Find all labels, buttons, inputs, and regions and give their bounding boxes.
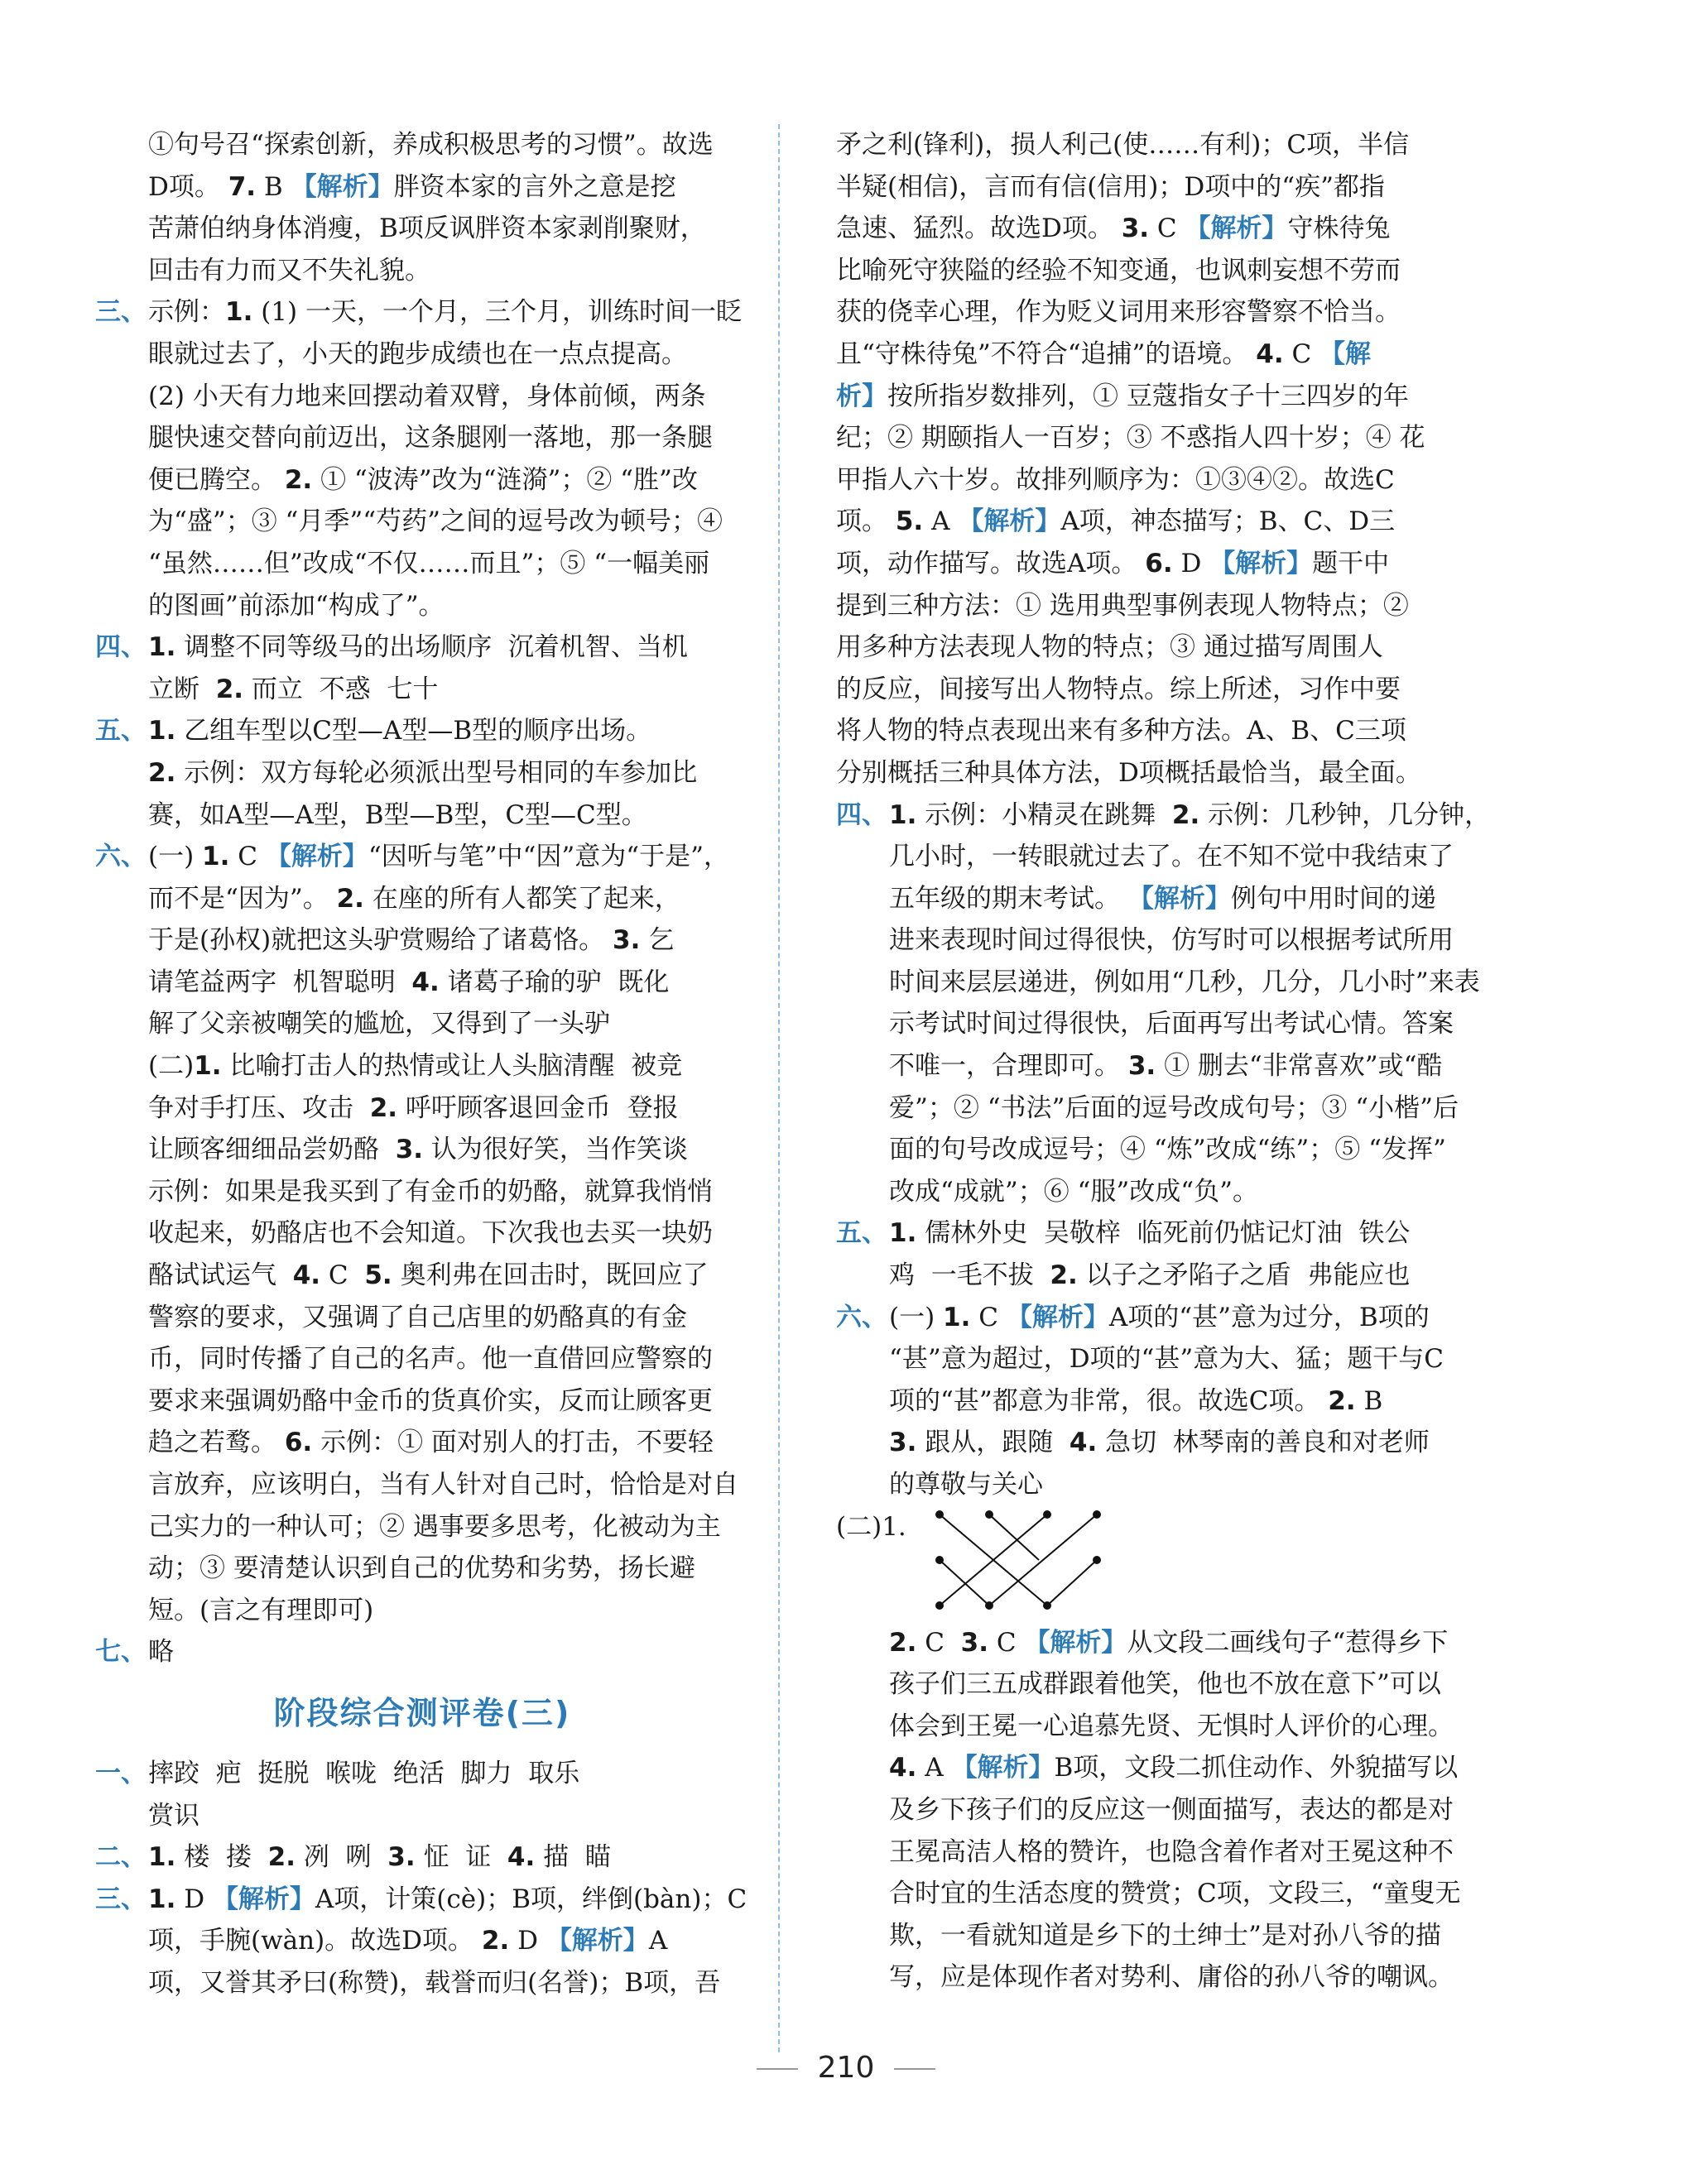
text-line bbox=[836, 1663, 1455, 1706]
diagram-dot bbox=[985, 1601, 993, 1610]
line-text: 为“盛”；③ “月季”“芍药”之间的逗号改为顿号；④ bbox=[148, 506, 723, 537]
text-line bbox=[95, 1548, 749, 1590]
text-line bbox=[95, 417, 749, 459]
text-line bbox=[836, 836, 1455, 878]
text-line bbox=[836, 1045, 1455, 1087]
line-text: “虽然……但”改成“不仅……而且”；⑤ “一幅美丽 bbox=[148, 548, 710, 578]
question-number: 3. bbox=[889, 1428, 917, 1458]
analysis-tag: 【解析】 bbox=[1127, 883, 1231, 914]
text-line bbox=[836, 1003, 1455, 1045]
text-line bbox=[95, 1962, 749, 2004]
line-text: 面的句号改成逗号；④ “炼”改成“练”；⑤ “发挥” bbox=[889, 1135, 1446, 1165]
text-line bbox=[836, 962, 1480, 1004]
text-line bbox=[836, 1622, 1455, 1664]
line-text: 动；③ 要清楚认识到自己的优势和劣势，扬长避 bbox=[148, 1553, 695, 1584]
text-line bbox=[836, 501, 1455, 543]
line-text: 几小时，一转眼就过去了。在不知不觉中我结束了 bbox=[889, 842, 1454, 872]
section-number: 四、 bbox=[95, 632, 147, 663]
analysis-tag: 【解析】 bbox=[1024, 1627, 1127, 1658]
line-text: 1. 楼 搂 2. 冽 咧 3. 怔 证 4. 描 瞄 bbox=[148, 1842, 611, 1873]
line-text: 项的“甚”都意为非常，很。故选C项。 2. B bbox=[889, 1385, 1383, 1416]
question-number: 3. bbox=[613, 925, 641, 956]
question-number: 1. bbox=[889, 799, 917, 830]
diagram-dot bbox=[935, 1556, 944, 1564]
text-line bbox=[836, 208, 1455, 250]
column-divider bbox=[778, 124, 780, 2052]
line-text: 略 bbox=[148, 1637, 174, 1668]
text-line bbox=[836, 710, 1455, 752]
line-text: 趋之若鹜。 6. 示例：① 面对别人的打击，不要轻 bbox=[148, 1428, 714, 1458]
matching-diagram-row bbox=[836, 1506, 1455, 1622]
question-number: 1. bbox=[148, 1842, 176, 1873]
line-text: 甲指人六十岁。故排列顺序为：①③④②。故选C bbox=[836, 464, 1395, 495]
section-number: 六、 bbox=[836, 1302, 887, 1332]
line-text: 苦萧伯纳身体消瘦，B项反讽胖资本家剥削聚财， bbox=[148, 214, 706, 244]
text-line bbox=[95, 1212, 749, 1255]
question-number: 2. bbox=[284, 464, 313, 495]
diagram-dot bbox=[985, 1510, 993, 1519]
text-line bbox=[836, 1171, 1455, 1213]
text-line bbox=[95, 166, 749, 209]
section-number: 三、 bbox=[95, 1884, 147, 1914]
text-line bbox=[95, 1255, 749, 1297]
text-line bbox=[95, 1171, 749, 1213]
line-text: 王冕高洁人格的赞许，也隐含着作者对王冕这种不 bbox=[889, 1836, 1454, 1867]
text-line bbox=[95, 1464, 749, 1506]
section-number: 一、 bbox=[95, 1758, 147, 1788]
text-line bbox=[95, 1129, 749, 1171]
text-line bbox=[836, 1915, 1455, 1957]
text-line bbox=[95, 1879, 749, 1921]
line-text: 赛，如A型—A型，B型—B型，C型—C型。 bbox=[148, 799, 647, 830]
line-text: 示例：如果是我买到了有金币的奶酪，就算我悄悄 bbox=[148, 1176, 713, 1207]
question-number: 1. bbox=[148, 1884, 176, 1914]
text-line bbox=[95, 1045, 749, 1087]
question-number: 3. bbox=[1127, 1051, 1156, 1082]
line-text: 且“守株待兔”不符合“追捕”的语境。 4. C 【解 bbox=[836, 338, 1372, 369]
question-number: 2. bbox=[369, 1092, 398, 1123]
line-text: 急速、猛烈。故选D项。 3. C 【解析】守株待兔 bbox=[836, 214, 1391, 244]
line-text: 赏识 bbox=[148, 1800, 199, 1831]
text-line bbox=[95, 1631, 749, 1673]
line-text: 2. C 3. C 【解析】从文段二画线句子“惹得乡下 bbox=[889, 1627, 1449, 1658]
text-line bbox=[95, 1380, 749, 1423]
question-number: 1. bbox=[202, 842, 230, 872]
text-line bbox=[95, 1087, 749, 1130]
text-line bbox=[836, 1129, 1455, 1171]
line-text: 时间来层层递进，例如用“几秒，几分，几小时”来表 bbox=[889, 967, 1480, 997]
question-number: 2. bbox=[1050, 1260, 1078, 1291]
line-text: 合时宜的生活态度的赞赏；C项，文段三，“童叟无 bbox=[889, 1879, 1461, 1909]
text-line bbox=[95, 1590, 749, 1632]
text-line bbox=[836, 1706, 1455, 1748]
text-line bbox=[836, 166, 1455, 209]
text-line bbox=[95, 626, 749, 669]
line-text: 体会到王冕一心追慕先贤、无惧时人评价的心理。 bbox=[889, 1711, 1454, 1741]
text-line bbox=[836, 1956, 1455, 1999]
line-text: 而不是“因为”。 2. 在座的所有人都笑了起来， bbox=[148, 883, 680, 914]
line-text: 项，手腕(wàn)。故选D项。 2. D 【解析】A bbox=[148, 1926, 668, 1956]
line-text: (一) 1. C 【解析】“因听与笔”中“因”意为“于是”， bbox=[148, 842, 729, 872]
page-number: 210 bbox=[817, 2051, 875, 2085]
question-number: 4. bbox=[507, 1842, 536, 1873]
line-text: 要求来强调奶酪中金币的货真价实，反而让顾客更 bbox=[148, 1385, 713, 1416]
line-text: 争对手打压、攻击 2. 呼吁顾客退回金币 登报 bbox=[148, 1092, 679, 1123]
text-line bbox=[836, 334, 1455, 376]
question-number: 2. bbox=[267, 1842, 296, 1873]
diagram-dot bbox=[935, 1510, 944, 1519]
matching-diagram bbox=[935, 1506, 1134, 1614]
question-number: 4. bbox=[1069, 1428, 1098, 1458]
question-number: 4. bbox=[1256, 338, 1284, 369]
line-text: 己实力的一种认可；② 遇事要多思考，化被动为主 bbox=[148, 1511, 721, 1542]
line-text: “甚”意为超过，D项的“甚”意为大、猛；题干与C bbox=[889, 1344, 1444, 1375]
text-line bbox=[95, 919, 749, 962]
line-text: 让顾客细细品尝奶酪 3. 认为很好笑，当作笑谈 bbox=[148, 1135, 688, 1165]
diagram-dot bbox=[1093, 1556, 1101, 1564]
text-line bbox=[836, 1297, 1455, 1339]
analysis-tag: 析】 bbox=[836, 381, 887, 411]
line-text: 眼就过去了，小天的跑步成绩也在一点点提高。 bbox=[148, 338, 687, 369]
diagram-dot bbox=[1043, 1510, 1051, 1519]
text-line bbox=[95, 1338, 749, 1380]
text-line bbox=[95, 376, 749, 418]
question-number: 7. bbox=[228, 171, 257, 202]
question-number: 1. bbox=[943, 1302, 971, 1332]
line-text: 收起来，奶酪店也不会知道。下次我也去买一块奶 bbox=[148, 1218, 713, 1249]
question-number: 2. bbox=[148, 757, 176, 788]
line-text: 写，应是体现作者对势利、庸俗的孙八爷的嘲讽。 bbox=[889, 1962, 1454, 1993]
line-text: 1. D 【解析】A项，计策(cè)；B项，绊倒(bàn)；C bbox=[148, 1884, 747, 1914]
diagram-dot bbox=[1093, 1510, 1101, 1519]
text-line bbox=[95, 1422, 749, 1464]
line-text: 比喻死守狭隘的经验不知变通，也讽刺妄想不劳而 bbox=[836, 255, 1401, 286]
analysis-tag: 【解析】 bbox=[212, 1884, 315, 1914]
analysis-tag: 【解析】 bbox=[951, 1753, 1055, 1783]
text-line bbox=[95, 543, 749, 585]
line-text: (2) 小天有力地来回摆动着双臂，身体前倾，两条 bbox=[148, 381, 706, 411]
question-number: 4. bbox=[292, 1260, 321, 1291]
line-text: 短。(言之有理即可) bbox=[148, 1595, 374, 1625]
line-text: 用多种方法表现人物的特点；③ 通过描写周围人 bbox=[836, 632, 1383, 663]
text-line bbox=[95, 334, 749, 376]
analysis-tag: 【解析】 bbox=[1209, 548, 1313, 578]
line-text: 1. 乙组车型以C型—A型—B型的顺序出场。 bbox=[148, 716, 652, 746]
question-number: 1. bbox=[148, 716, 176, 746]
line-text: 项，又誉其矛曰(称赞)，载誉而归(名誉)；B项，吾 bbox=[148, 1967, 721, 1998]
line-text: 改成“成就”；⑥ “服”改成“负”。 bbox=[889, 1176, 1258, 1207]
text-line bbox=[95, 836, 749, 878]
text-line bbox=[95, 878, 749, 920]
question-number: 3. bbox=[1121, 214, 1150, 244]
text-line bbox=[95, 1920, 749, 1962]
page-number-dash-left bbox=[757, 2068, 798, 2070]
line-text: 爱”；② “书法”后面的逗号改成句号；③ “小楷”后 bbox=[889, 1092, 1459, 1123]
line-text: 矛之利(锋利)，损人利己(使……有利)；C项，半信 bbox=[836, 130, 1410, 160]
text-line bbox=[836, 1255, 1455, 1297]
line-text: 1. 调整不同等级马的出场顺序 沉着机智、当机 bbox=[148, 632, 688, 663]
line-text: 五年级的期末考试。 【解析】例句中用时间的递 bbox=[889, 883, 1436, 914]
text-line bbox=[836, 1789, 1455, 1831]
section-number: 三、 bbox=[95, 297, 147, 328]
line-text: (一) 1. C 【解析】A项的“甚”意为过分，B项的 bbox=[889, 1302, 1430, 1332]
text-line bbox=[836, 919, 1455, 962]
text-line bbox=[95, 1297, 749, 1339]
line-text: (二)1. 比喻打击人的热情或让人头脑清醒 被竞 bbox=[148, 1051, 683, 1082]
question-number: 2. bbox=[1328, 1385, 1356, 1416]
line-text: 不唯一，合理即可。 3. ① 删去“非常喜欢”或“酷 bbox=[889, 1051, 1443, 1082]
text-line bbox=[836, 250, 1455, 292]
section-number: 四、 bbox=[836, 799, 887, 830]
text-line bbox=[95, 669, 749, 711]
text-line bbox=[95, 710, 749, 752]
question-number: 2. bbox=[889, 1627, 917, 1658]
diagram-line bbox=[989, 1514, 1039, 1560]
text-line bbox=[95, 501, 749, 543]
question-number: 2. bbox=[481, 1926, 510, 1956]
line-text: 纪；② 期颐指人一百岁；③ 不惑指人四十岁；④ 花 bbox=[836, 423, 1425, 454]
text-line bbox=[95, 250, 749, 292]
line-text: 于是(孙权)就把这头驴赏赐给了诸葛恪。 3. 乞 bbox=[148, 925, 675, 956]
question-number: 5. bbox=[364, 1260, 392, 1291]
page-number-row bbox=[0, 2051, 1692, 2085]
question-number: 3. bbox=[960, 1627, 988, 1658]
line-text: 获的侥幸心理，作为贬义词用来形容警察不恰当。 bbox=[836, 297, 1401, 328]
line-text: 分别概括三种具体方法，D项概括最恰当，最全面。 bbox=[836, 757, 1421, 788]
text-line bbox=[836, 1380, 1455, 1423]
line-text: 欺，一看就知道是乡下的土绅士”是对孙八爷的描 bbox=[889, 1920, 1441, 1951]
text-line bbox=[95, 124, 749, 166]
line-text: D项。 7. B 【解析】胖资本家的言外之意是挖 bbox=[148, 171, 676, 202]
question-number: 2. bbox=[1171, 799, 1200, 830]
text-line bbox=[95, 962, 749, 1004]
text-line bbox=[836, 752, 1455, 794]
left-column bbox=[95, 124, 749, 2004]
line-text: 回击有力而又不失礼貌。 bbox=[148, 255, 430, 286]
line-text: 的图画”前添加“构成了”。 bbox=[148, 590, 445, 621]
analysis-tag: 【解析】 bbox=[1185, 214, 1288, 244]
line-text: 腿快速交替向前迈出，这条腿刚一落地，那一条腿 bbox=[148, 423, 713, 454]
line-text: 的反应，间接写出人物特点。综上所述，习作中要 bbox=[836, 674, 1401, 704]
line-text: 立断 2. 而立 不惑 七十 bbox=[148, 674, 439, 704]
question-number: 3. bbox=[395, 1135, 424, 1165]
diagram-dot bbox=[1043, 1601, 1051, 1610]
line-text: 析】按所指岁数排列，① 豆蔻指女子十三四岁的年 bbox=[836, 381, 1409, 411]
text-line bbox=[836, 1212, 1455, 1255]
line-text: 示考试时间过得很快，后面再写出考试心情。答案 bbox=[889, 1009, 1454, 1039]
line-text: 警察的要求，又强调了自己店里的奶酪真的有金 bbox=[148, 1302, 687, 1332]
answer-lines-part3 bbox=[836, 124, 1491, 1506]
section-number: 六、 bbox=[95, 842, 147, 872]
right-column bbox=[836, 124, 1491, 1999]
text-line bbox=[836, 1338, 1455, 1380]
text-line bbox=[836, 626, 1455, 669]
text-line bbox=[836, 1831, 1455, 1874]
text-line bbox=[836, 878, 1455, 920]
text-line bbox=[836, 1873, 1461, 1915]
line-text: 将人物的特点表现出来有多种方法。A、B、C三项 bbox=[836, 716, 1406, 746]
text-line bbox=[836, 1464, 1455, 1506]
question-number: 4. bbox=[411, 967, 440, 997]
line-text: 解了父亲被嘲笑的尴尬，又得到了一头驴 bbox=[148, 1009, 610, 1039]
text-line bbox=[95, 1795, 749, 1837]
line-text: 3. 跟从，跟随 4. 急切 林琴南的善良和对老师 bbox=[889, 1428, 1430, 1458]
line-text: 示例：1. (1) 一天，一个月，三个月，训练时间一眨 bbox=[148, 297, 742, 328]
analysis-tag: 【解析】 bbox=[546, 1926, 649, 1956]
line-text: 项。 5. A 【解析】A项，神态描写；B、C、D三 bbox=[836, 506, 1396, 537]
answer-lines-part2 bbox=[95, 1753, 749, 2004]
text-line bbox=[836, 1747, 1459, 1789]
line-text: 2. 示例：双方每轮必须派出型号相同的车参加比 bbox=[148, 757, 698, 788]
analysis-tag: 【解析】 bbox=[958, 506, 1061, 537]
line-text: 项，动作描写。故选A项。 6. D 【解析】题干中 bbox=[836, 548, 1390, 578]
question-number: 1. bbox=[889, 1218, 917, 1249]
question-number: 5. bbox=[895, 506, 924, 537]
text-line bbox=[836, 417, 1455, 459]
text-line bbox=[95, 1753, 749, 1795]
analysis-tag: 【解析】 bbox=[265, 842, 368, 872]
line-text: ①句号召“探索创新，养成积极思考的习惯”。故选 bbox=[148, 130, 714, 160]
text-line bbox=[836, 585, 1455, 627]
section-title: 阶段综合测评卷(三) bbox=[273, 1694, 571, 1731]
question-number: 1. bbox=[194, 1051, 222, 1082]
question-number: 6. bbox=[284, 1428, 313, 1458]
section-number: 七、 bbox=[95, 1637, 147, 1668]
text-line bbox=[95, 1506, 749, 1548]
question-number: 3. bbox=[387, 1842, 416, 1873]
question-number: 1. bbox=[225, 297, 253, 328]
line-text: 的尊敬与关心 bbox=[889, 1470, 1043, 1500]
text-line bbox=[95, 1836, 749, 1879]
line-text: 摔跤 疤 挺脱 喉咙 绝活 脚力 取乐 bbox=[148, 1758, 580, 1788]
section-number: 五、 bbox=[95, 716, 147, 746]
line-text: 提到三种方法：① 选用典型事例表现人物特点；② bbox=[836, 590, 1409, 621]
text-line bbox=[836, 669, 1455, 711]
line-text: 及乡下孩子们的反应这一侧面描写，表达的都是对 bbox=[889, 1794, 1454, 1825]
analysis-tag: 【解析】 bbox=[291, 171, 394, 202]
question-number: 2. bbox=[336, 883, 364, 914]
text-line bbox=[836, 543, 1455, 585]
line-text: 酪试试运气 4. C 5. 奥利弗在回击时，既回应了 bbox=[148, 1260, 709, 1291]
question-number: 6. bbox=[1145, 548, 1173, 578]
section-number: 五、 bbox=[836, 1218, 887, 1249]
text-line bbox=[836, 124, 1455, 166]
question-number: 2. bbox=[215, 674, 244, 704]
answer-lines-part1 bbox=[95, 124, 749, 1673]
text-line bbox=[95, 794, 749, 837]
diagram-label: (二)1. bbox=[836, 1511, 906, 1542]
text-line bbox=[836, 376, 1455, 418]
text-line bbox=[836, 1087, 1459, 1130]
diagram-dot bbox=[935, 1601, 944, 1610]
line-text: 孩子们三五成群跟着他笑，他也不放在意下”可以 bbox=[889, 1669, 1441, 1700]
line-text: 请笔益两字 机智聪明 4. 诸葛子瑜的驴 既化 bbox=[148, 967, 670, 997]
line-text: 1. 示例：小精灵在跳舞 2. 示例：几秒钟，几分钟， bbox=[889, 799, 1491, 830]
line-text: 1. 儒林外史 吴敬梓 临死前仍惦记灯油 铁公 bbox=[889, 1218, 1411, 1249]
question-number: 1. bbox=[148, 632, 176, 663]
text-line bbox=[836, 459, 1455, 502]
line-text: 便已腾空。 2. ① “波涛”改为“涟漪”；② “胜”改 bbox=[148, 464, 698, 495]
analysis-tag: 【解析】 bbox=[1006, 1302, 1109, 1332]
analysis-tag: 【解 bbox=[1319, 338, 1372, 369]
text-line bbox=[95, 585, 749, 627]
answer-lines-part4 bbox=[836, 1622, 1461, 1999]
line-text: 进来表现时间过得很快，仿写时可以根据考试所用 bbox=[889, 925, 1454, 956]
text-line bbox=[836, 794, 1491, 837]
text-line bbox=[836, 291, 1455, 334]
diagram-line bbox=[1047, 1560, 1097, 1606]
line-text: 币，同时传播了自己的名声。他一直借回应警察的 bbox=[148, 1344, 713, 1375]
section-number: 二、 bbox=[95, 1842, 147, 1873]
line-text: 4. A 【解析】B项，文段二抓住动作、外貌描写以 bbox=[889, 1753, 1459, 1783]
line-text: 鸡 一毛不拔 2. 以子之矛陷子之盾 弗能应也 bbox=[889, 1260, 1411, 1291]
question-number: 4. bbox=[889, 1753, 917, 1783]
line-text: 半疑(相信)，言而有信(信用)；D项中的“疾”都指 bbox=[836, 171, 1385, 202]
line-text: 言放弃，应该明白，当有人针对自己时，恰恰是对自 bbox=[148, 1470, 738, 1500]
text-line bbox=[95, 208, 749, 250]
page-number-dash-right bbox=[894, 2068, 935, 2070]
text-line bbox=[836, 1422, 1455, 1464]
text-line bbox=[95, 291, 749, 334]
text-line bbox=[95, 1003, 749, 1045]
text-line bbox=[95, 752, 749, 794]
text-line bbox=[95, 459, 749, 502]
diagram-line bbox=[989, 1514, 1097, 1606]
